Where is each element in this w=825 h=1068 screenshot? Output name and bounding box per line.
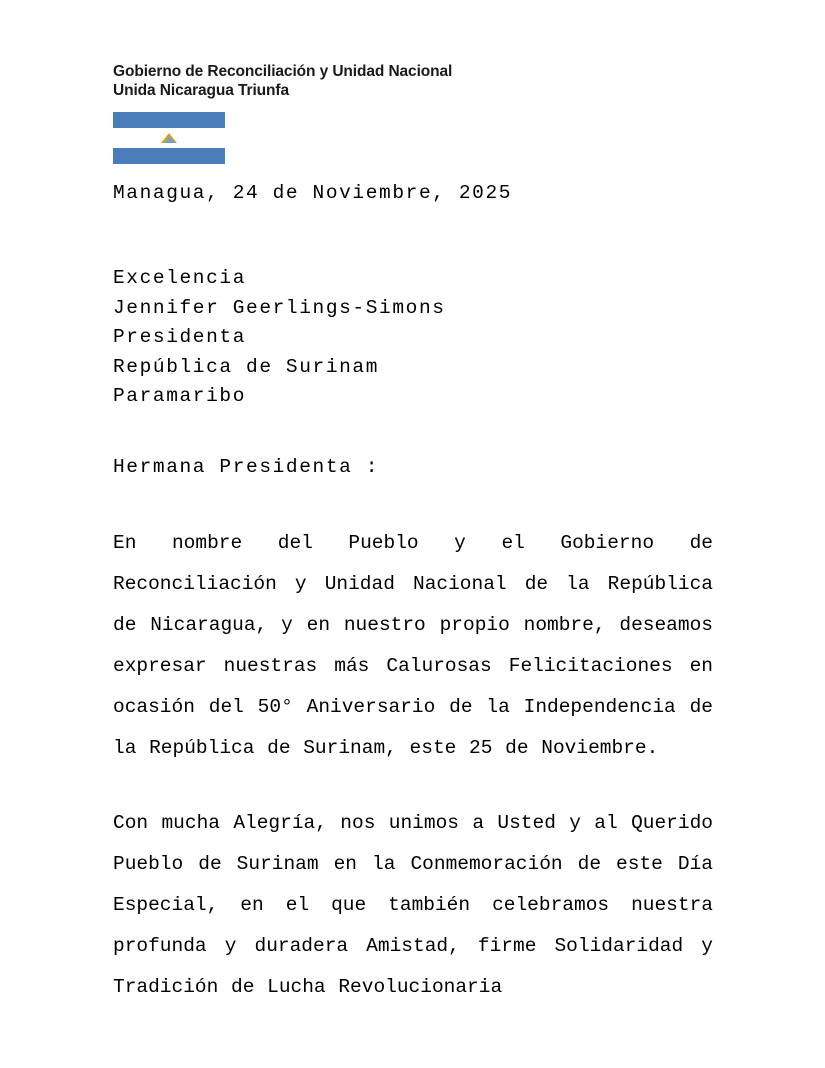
letter-body [113, 182, 718, 1008]
flag-emblem-icon [161, 132, 178, 144]
address-line: Presidenta [113, 326, 247, 348]
flag-stripe-bottom [113, 148, 225, 164]
nicaragua-flag-icon [113, 112, 225, 164]
flag-emblem-triangle-inner [165, 137, 175, 143]
letterhead [113, 62, 733, 100]
address-line: República de Surinam [113, 355, 380, 378]
address-line: Paramaribo [113, 385, 247, 407]
letter-salutation: Hermana Presidenta : [113, 455, 380, 478]
letterhead-line-1: Gobierno de Reconciliación y Unidad Nacional [113, 63, 453, 80]
recipient-address [113, 264, 718, 412]
address-line: Jennifer Geerlings-Simons [113, 296, 446, 319]
letter-paragraph: Con mucha Alegría, nos unimos a Usted y al Querido Pueblo de Surinam en la Conmemoración de este Día Especial, en el que también celebramos nuestra profunda y duradera Amistad, firme Solidaridad y Tradición de Lucha Revolucionaria [113, 811, 713, 998]
address-line: Excelencia [113, 267, 247, 289]
letterhead-line-2: Unida Nicaragua Triunfa [113, 82, 289, 99]
letter-paragraph: En nombre del Pueblo y el Gobierno de Reconciliación y Unidad Nacional de la República de Nicaragua, y en nuestro propio nombre, deseamos expresar nuestras más Calurosas Felicitaciones en ocasión del 50° Aniversario de la Independencia de la República de Surinam, este 25 de Noviembre. [113, 531, 713, 759]
letter-date: Managua, 24 de Noviembre, 2025 [113, 182, 513, 204]
flag-stripe-top [113, 112, 225, 128]
